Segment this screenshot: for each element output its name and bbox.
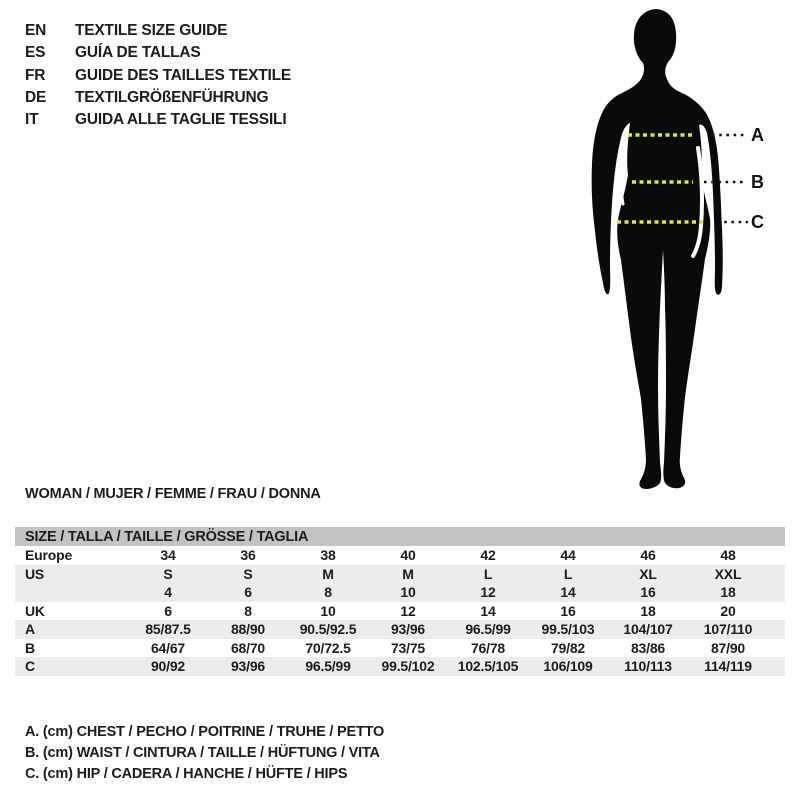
size-value: 34 — [160, 547, 176, 564]
size-value: 40 — [400, 547, 416, 564]
size-value: 70/72.5 — [305, 639, 351, 656]
size-value: 14 — [480, 602, 496, 619]
size-value: 38 — [320, 547, 336, 564]
size-value: 16 — [640, 584, 656, 601]
size-value: 6 — [164, 602, 172, 619]
size-value: 36 — [240, 547, 256, 564]
table-row-us — [15, 565, 785, 584]
size-value: 42 — [480, 547, 496, 564]
lang-title: GUIDA ALLE TAGLIE TESSILI — [75, 111, 287, 129]
table-row-europe — [15, 546, 785, 565]
table-row-hip — [15, 657, 785, 676]
size-value: 10 — [320, 602, 336, 619]
arm-body-gap-left — [621, 152, 623, 204]
lang-code: EN — [25, 22, 47, 40]
row-label: C — [25, 658, 35, 675]
lang-code: IT — [25, 111, 39, 129]
size-value: 110/113 — [624, 658, 672, 675]
size-value: S — [163, 565, 173, 582]
size-value: 96.5/99 — [465, 621, 511, 638]
size-value: 18 — [640, 602, 656, 619]
size-value: 114/119 — [704, 658, 752, 675]
size-value: 90.5/92.5 — [299, 621, 357, 638]
woman-silhouette-figure — [560, 0, 800, 500]
size-value: L — [563, 565, 573, 582]
size-value: 12 — [400, 602, 416, 619]
size-value: 68/70 — [230, 639, 266, 656]
size-value: 76/78 — [470, 639, 506, 656]
table-row-waist — [15, 639, 785, 658]
size-value: 6 — [244, 584, 252, 601]
lang-row-fr — [25, 65, 291, 87]
size-value: 99.5/102 — [381, 658, 435, 675]
measure-label-b: B — [751, 172, 764, 192]
lang-row-de — [25, 87, 291, 109]
size-value: 4 — [164, 584, 172, 601]
lang-row-es — [25, 42, 291, 64]
size-value: 64/67 — [150, 639, 186, 656]
size-value: 44 — [560, 547, 576, 564]
measure-label-c: C — [751, 212, 764, 232]
table-row-chest — [15, 620, 785, 639]
language-title-list — [25, 20, 291, 131]
lang-row-en — [25, 20, 291, 42]
lang-code: ES — [25, 44, 46, 62]
size-value: 46 — [640, 547, 656, 564]
size-value: 85/87.5 — [145, 621, 191, 638]
size-value: 96.5/99 — [305, 658, 351, 675]
measurement-legend — [25, 724, 384, 787]
size-value: 106/109 — [543, 658, 593, 675]
table-row-uk — [15, 602, 785, 621]
size-value: 8 — [244, 602, 252, 619]
size-value: 73/75 — [390, 639, 426, 656]
size-value: 102.5/105 — [457, 658, 519, 675]
size-value: 12 — [480, 584, 496, 601]
size-table-header: SIZE / TALLA / TAILLE / GRÖSSE / TAGLIA — [15, 527, 785, 546]
legend-waist: B. (cm) WAIST / CINTURA / TAILLE / HÜFTUNG / VITA — [25, 745, 380, 761]
row-label: A — [25, 621, 35, 638]
size-value: 20 — [720, 602, 736, 619]
row-label: UK — [25, 602, 45, 619]
size-table — [15, 527, 785, 676]
size-value: 79/82 — [550, 639, 586, 656]
measure-label-a: A — [751, 125, 764, 145]
row-label: US — [25, 565, 45, 582]
size-value: 10 — [400, 584, 416, 601]
legend-chest: A. (cm) CHEST / PECHO / POITRINE / TRUHE / PETTO — [25, 724, 385, 740]
size-value: 93/96 — [230, 658, 266, 675]
lang-row-it — [25, 109, 291, 131]
lang-title: GUÍA DE TALLAS — [75, 44, 201, 62]
size-value: 14 — [560, 584, 576, 601]
legend-hip: C. (cm) HIP / CADERA / HANCHE / HÜFTE / HIPS — [25, 766, 348, 782]
lang-code: DE — [25, 89, 47, 107]
lang-title: GUIDE DES TAILLES TEXTILE — [75, 66, 292, 84]
size-value: 48 — [720, 547, 736, 564]
size-value: 88/90 — [230, 621, 266, 638]
size-value: M — [322, 565, 334, 582]
size-value: 99.5/103 — [541, 621, 595, 638]
size-value: 107/110 — [703, 621, 753, 638]
size-value: 104/107 — [623, 621, 673, 638]
size-value: M — [402, 565, 414, 582]
table-row-us-numeric — [15, 583, 785, 602]
row-label: B — [25, 639, 35, 656]
woman-silhouette — [592, 9, 723, 489]
size-value: 8 — [324, 584, 332, 601]
size-value: L — [483, 565, 493, 582]
size-value: 93/96 — [390, 621, 426, 638]
size-value: 87/90 — [710, 639, 746, 656]
lang-code: FR — [25, 66, 46, 84]
size-value: 90/92 — [150, 658, 186, 675]
size-value: 16 — [560, 602, 576, 619]
row-label: Europe — [25, 547, 73, 564]
gender-heading: WOMAN / MUJER / FEMME / FRAU / DONNA — [25, 486, 321, 502]
size-value: XXL — [714, 565, 742, 582]
lang-title: TEXTILGRÖßENFÜHRUNG — [75, 89, 269, 107]
lang-title: TEXTILE SIZE GUIDE — [75, 22, 228, 40]
size-value: 83/86 — [630, 639, 666, 656]
size-value: 18 — [720, 584, 736, 601]
size-value: S — [243, 565, 253, 582]
size-value: XL — [639, 565, 657, 582]
